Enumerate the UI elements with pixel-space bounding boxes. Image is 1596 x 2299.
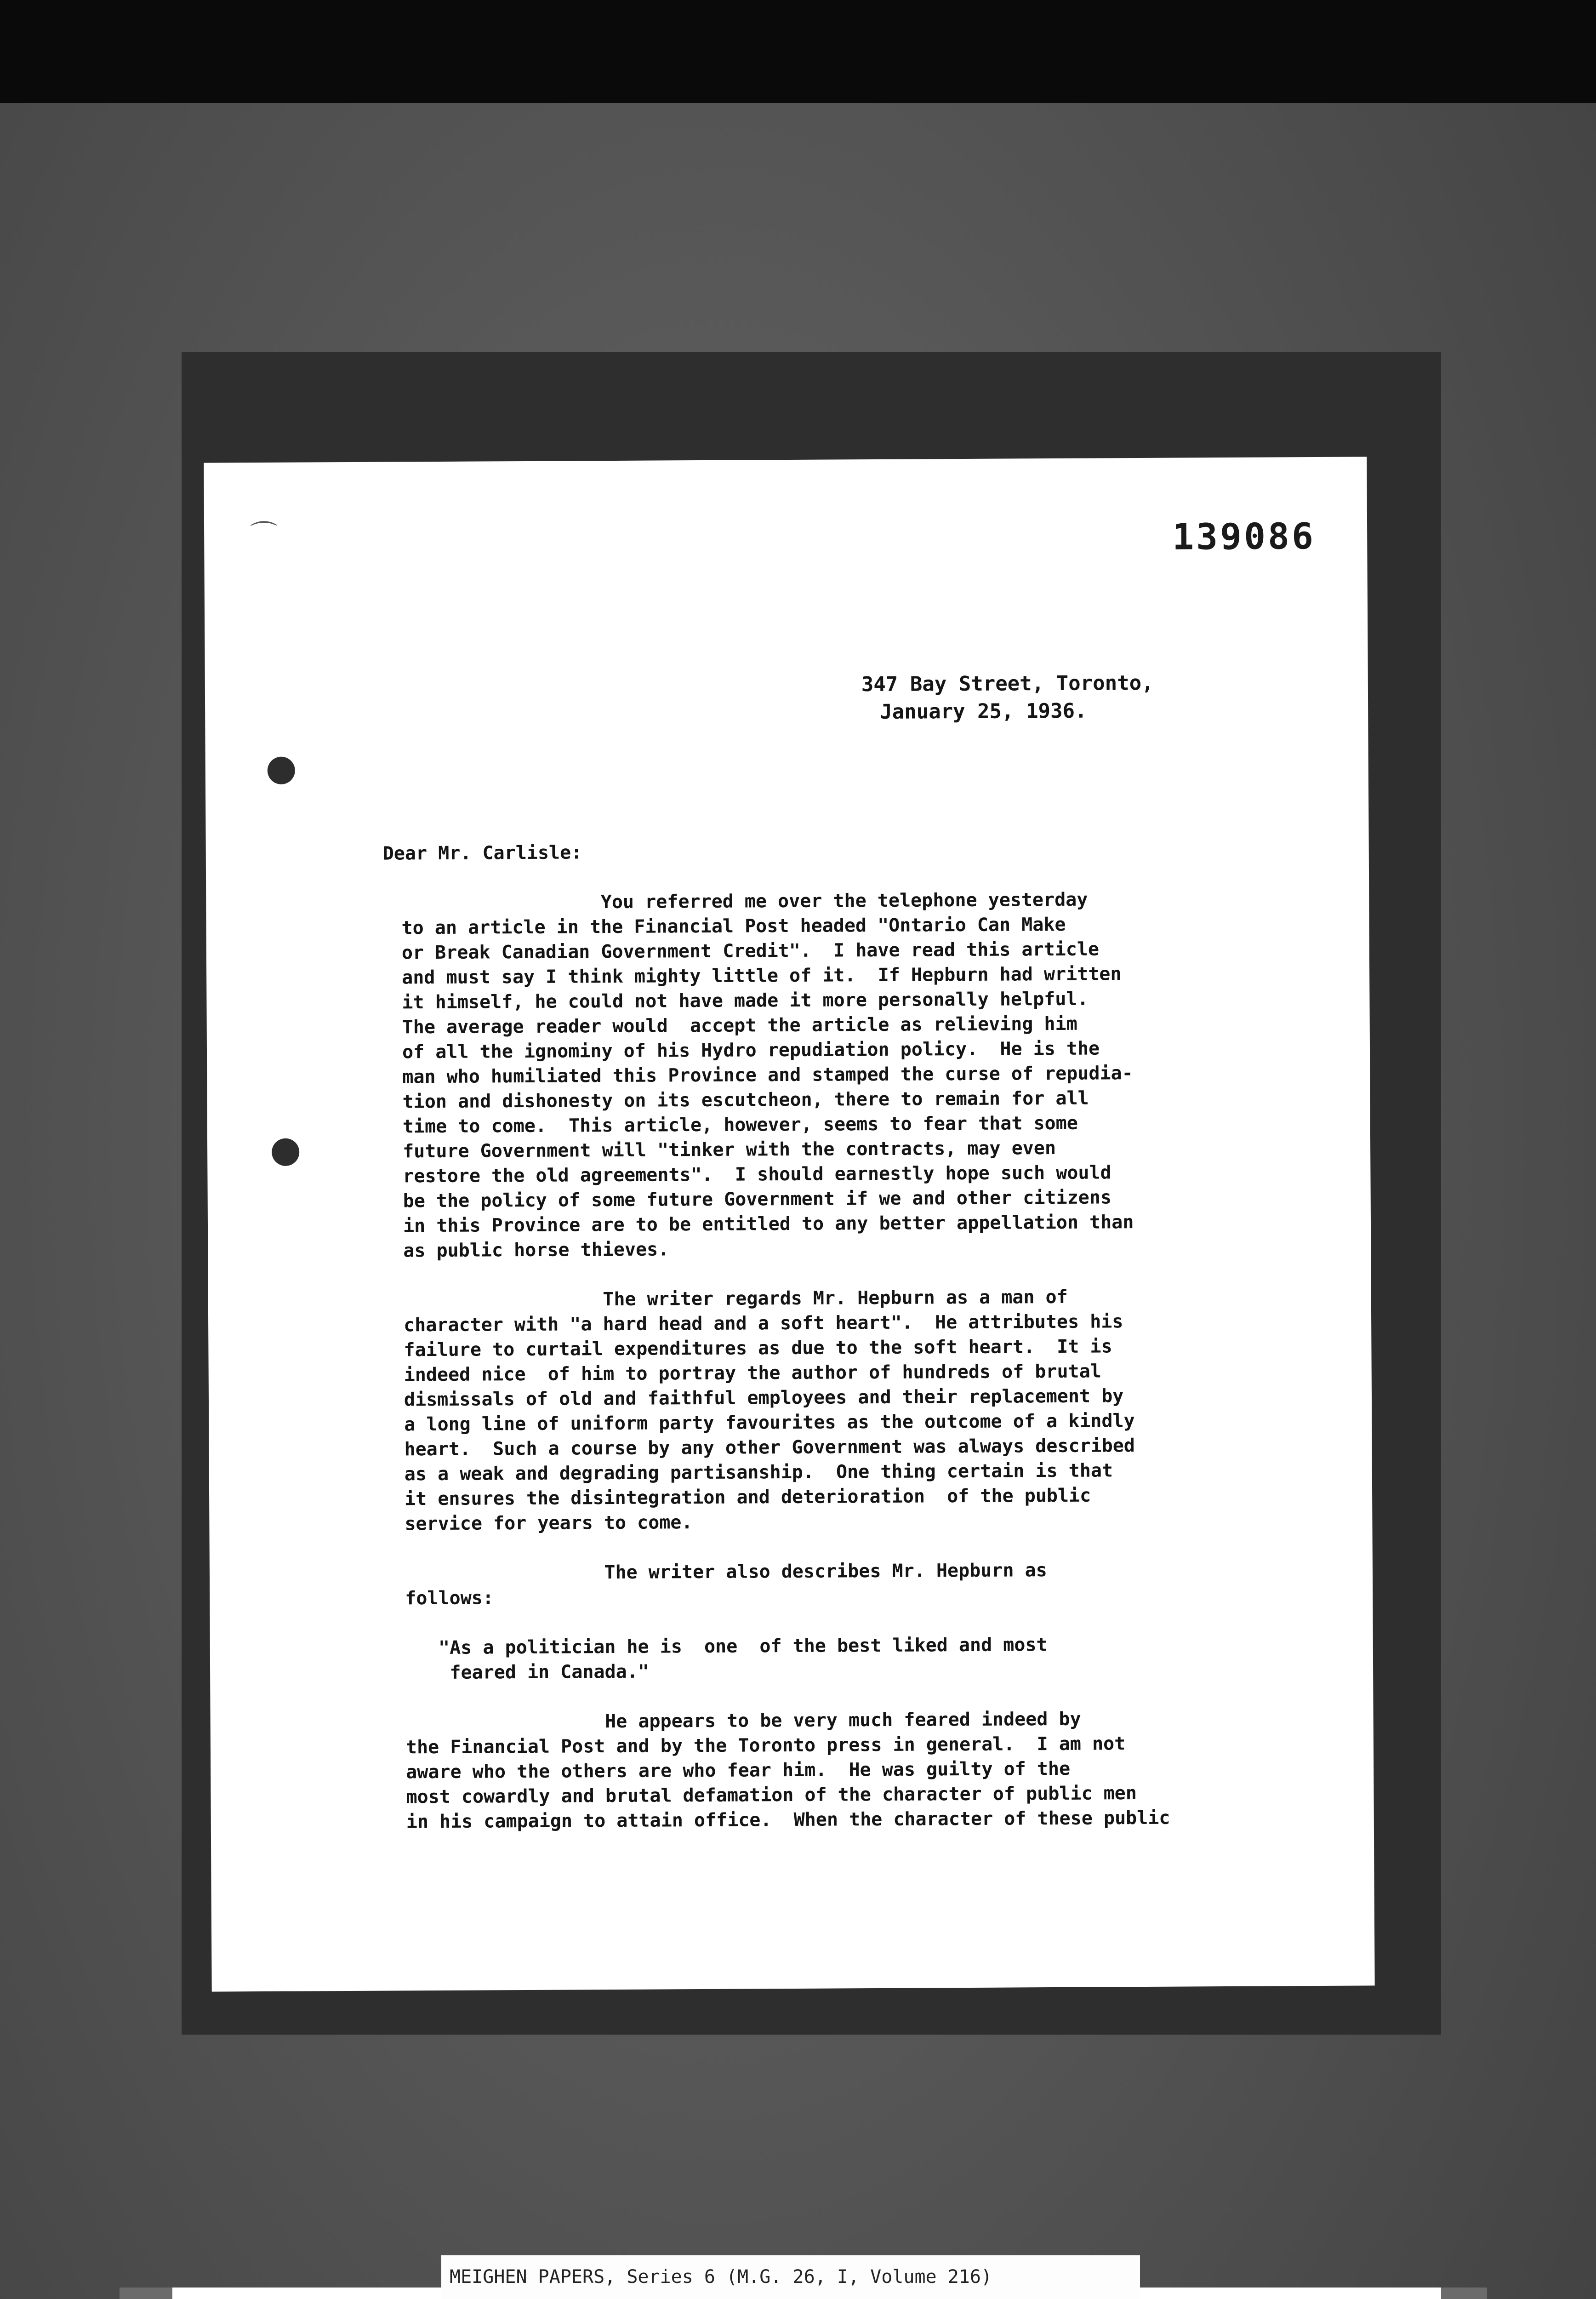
card-edge-right bbox=[1441, 2288, 1487, 2299]
letter-body bbox=[382, 836, 1372, 1859]
text-line: service for years to come. bbox=[405, 1512, 693, 1535]
text-line: tion and dishonesty on its escutcheon, there to remain for all bbox=[402, 1087, 1089, 1113]
text-line: as public horse thieves. bbox=[403, 1239, 669, 1262]
salutation: Dear Mr. Carlisle: bbox=[382, 842, 582, 864]
paragraph bbox=[404, 1283, 1370, 1536]
address-date: January 25, 1936. bbox=[880, 699, 1087, 724]
text-line: the Financial Post and by the Toronto press in general. I am not bbox=[405, 1733, 1126, 1758]
text-line: in this Province are to be entitled to any better appellation than bbox=[403, 1212, 1134, 1237]
text-line: indeed nice of him to portray the author of hundreds of brutal bbox=[404, 1361, 1101, 1386]
film-top-border bbox=[0, 0, 1596, 103]
text-line: restore the old agreements". I should earnestly hope such would bbox=[403, 1162, 1112, 1187]
text-line: or Break Canadian Government Credit". I have read this article bbox=[401, 938, 1100, 964]
text-line: He appears to be very much feared indeed by bbox=[405, 1708, 1081, 1733]
text-line: "As a politician he is one of the best liked and most bbox=[405, 1634, 1048, 1659]
text-line: dismissals of old and faithful employees and their replacement by bbox=[404, 1385, 1124, 1411]
text-line: character with "a hard head and a soft heart". He attributes his bbox=[404, 1311, 1123, 1336]
text-line: You referred me over the telephone yesterday bbox=[401, 889, 1088, 914]
text-line: as a weak and degrading partisanship. One thing certain is that bbox=[404, 1460, 1113, 1485]
document-number: 139086 bbox=[1172, 515, 1316, 558]
text-line: follows: bbox=[405, 1587, 494, 1609]
pencil-mark: ⌒ bbox=[250, 519, 278, 552]
paragraph bbox=[406, 1705, 1372, 1834]
text-line: in his campaign to attain office. When the character of these public bbox=[406, 1807, 1170, 1833]
punch-hole-top bbox=[268, 757, 295, 784]
meighen-papers-label: MEIGHEN PAPERS, Series 6 (M.G. 26, I, Volume 216) bbox=[441, 2255, 1140, 2299]
card-edge-left bbox=[120, 2288, 172, 2299]
text-line: future Government will "tinker with the contracts, may even bbox=[403, 1137, 1056, 1162]
text-line: of all the ignominy of his Hydro repudiation policy. He is the bbox=[402, 1038, 1100, 1063]
paragraph bbox=[405, 1630, 1371, 1685]
text-line: it ensures the disintegration and deterioration of the public bbox=[404, 1485, 1091, 1510]
paragraph bbox=[405, 1556, 1371, 1611]
text-line: heart. Such a course by any other Government was always described bbox=[404, 1435, 1135, 1460]
punch-hole-bottom bbox=[272, 1138, 299, 1166]
text-line: The writer also describes Mr. Hepburn as bbox=[405, 1560, 1047, 1584]
text-line: most cowardly and brutal defamation of the character of public men bbox=[406, 1783, 1137, 1808]
text-line: The writer regards Mr. Hepburn as a man of bbox=[403, 1286, 1068, 1311]
address-street: 347 Bay Street, Toronto, bbox=[861, 671, 1154, 697]
sender-address bbox=[861, 669, 1154, 726]
text-line: aware who the others are who fear him. He was guilty of the bbox=[406, 1758, 1071, 1783]
text-line: time to come. This article, however, seems to fear that some bbox=[402, 1112, 1078, 1138]
text-line: feared in Canada." bbox=[405, 1661, 650, 1684]
letter-page bbox=[204, 457, 1374, 1991]
text-line: be the policy of some future Government if we and other citizens bbox=[403, 1187, 1112, 1212]
text-line: man who humiliated this Province and stamped the curse of repudia- bbox=[402, 1063, 1133, 1088]
paragraph bbox=[401, 886, 1368, 1263]
text-line: failure to curtail expenditures as due to the soft heart. It is bbox=[404, 1336, 1112, 1361]
text-line: a long line of uniform party favourites as the outcome of a kindly bbox=[404, 1410, 1135, 1435]
text-line: and must say I think mighty little of it. If Hepburn had written bbox=[402, 963, 1122, 989]
text-line: it himself, he could not have made it more personally helpful. bbox=[402, 988, 1089, 1013]
text-line: to an article in the Financial Post headed "Ontario Can Make bbox=[401, 914, 1066, 939]
text-line: The average reader would accept the article as relieving him bbox=[402, 1013, 1077, 1038]
